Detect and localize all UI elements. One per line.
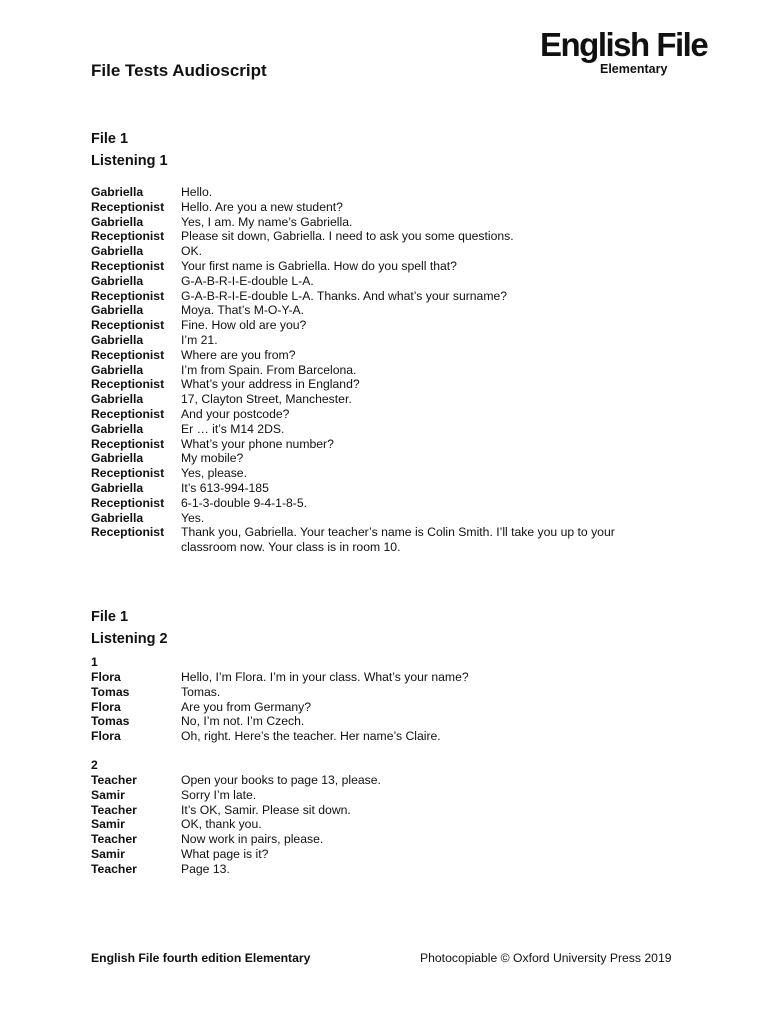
- dialogue-line: [91, 817, 691, 832]
- speaker-name: Flora: [91, 729, 121, 744]
- spoken-text: What’s your address in England?: [181, 377, 360, 392]
- spoken-text: G-A-B-R-I-E-double L-A.: [181, 273, 314, 288]
- spoken-text: 6-1-3-double 9-4-1-8-5.: [181, 495, 308, 510]
- dialogue-line: [91, 773, 691, 788]
- dialogue-line: [91, 481, 691, 496]
- page-title: File Tests Audioscript: [91, 61, 267, 80]
- spoken-text: OK.: [181, 244, 202, 259]
- spoken-text: Open your books to page 13, please.: [181, 772, 381, 787]
- speaker-name: Samir: [91, 787, 125, 802]
- dialogue-line: [91, 847, 691, 862]
- speaker-name: Gabriella: [91, 362, 144, 377]
- dialogue-line: [91, 377, 691, 392]
- speaker-name: Receptionist: [91, 495, 165, 510]
- spoken-text: What’s your phone number?: [181, 436, 334, 451]
- dialogue-line: [91, 229, 691, 244]
- spoken-text: Hello. Are you a new student?: [181, 199, 343, 214]
- dialogue-line: [91, 714, 691, 729]
- spoken-text: It’s 613-994-185: [181, 480, 269, 495]
- speaker-name: Gabriella: [91, 273, 144, 288]
- part-2: [91, 758, 691, 877]
- spoken-text: 17, Clayton Street, Manchester.: [181, 392, 352, 407]
- dialogue-line: [91, 496, 691, 511]
- dialogue-line: [91, 700, 691, 715]
- dialogue-line: [91, 788, 691, 803]
- dialogue-line: [91, 348, 691, 363]
- dialogue-line: [91, 289, 691, 304]
- speaker-name: Receptionist: [91, 258, 165, 273]
- dialogue-line: [91, 185, 691, 200]
- speaker-name: Tomas: [91, 714, 130, 729]
- spoken-text: Thank you, Gabriella. Your teacher’s name is Colin Smith. I’ll take you up to your classroom now. Your class is in room 10.: [181, 525, 615, 555]
- dialogue-line: [91, 244, 691, 259]
- spoken-text: G-A-B-R-I-E-double L-A. Thanks. And what’s your surname?: [181, 288, 508, 303]
- section-file-heading: File 1: [91, 609, 129, 625]
- dialogue-line: [91, 862, 691, 877]
- speaker-name: Flora: [91, 699, 121, 714]
- dialogue-line: [91, 363, 691, 378]
- spoken-text: My mobile?: [181, 451, 244, 466]
- part-number: 2: [91, 757, 98, 772]
- speaker-name: Gabriella: [91, 332, 144, 347]
- dialogue-line: [91, 451, 691, 466]
- dialogue-line: [91, 392, 691, 407]
- speaker-name: Gabriella: [91, 392, 144, 407]
- spoken-text: What page is it?: [181, 846, 269, 861]
- speaker-name: Teacher: [91, 832, 137, 847]
- speaker-name: Tomas: [91, 684, 130, 699]
- dialogue-line: [91, 259, 691, 274]
- brand-logo: [540, 28, 710, 76]
- dialogue-listening-1: [91, 185, 691, 555]
- spoken-text: No, I’m not. I’m Czech.: [181, 714, 305, 729]
- dialogue-line: [91, 437, 691, 452]
- speaker-name: Teacher: [91, 861, 137, 876]
- speaker-name: Receptionist: [91, 318, 165, 333]
- speaker-name: Gabriella: [91, 451, 144, 466]
- speaker-name: Receptionist: [91, 525, 165, 540]
- speaker-name: Teacher: [91, 802, 137, 817]
- footer-copyright: Photocopiable © Oxford University Press 2019: [420, 951, 672, 965]
- spoken-text: Please sit down, Gabriella. I need to ask you some questions.: [181, 229, 514, 244]
- dialogue-line: [91, 333, 691, 348]
- spoken-text: It’s OK, Samir. Please sit down.: [181, 802, 351, 817]
- section-listening-heading: Listening 1: [91, 153, 168, 169]
- spoken-text: Fine. How old are you?: [181, 318, 307, 333]
- dialogue-line: [91, 215, 691, 230]
- spoken-text: Are you from Germany?: [181, 699, 312, 714]
- speaker-name: Flora: [91, 670, 121, 684]
- section-file-heading: File 1: [91, 131, 129, 147]
- dialogue-line: [91, 422, 691, 437]
- spoken-text: I’m from Spain. From Barcelona.: [181, 362, 357, 377]
- speaker-name: Receptionist: [91, 288, 165, 303]
- part-1: [91, 655, 691, 744]
- section-listening-heading: Listening 2: [91, 631, 168, 647]
- dialogue-line: [91, 200, 691, 215]
- dialogue-part-2: [91, 773, 691, 877]
- spoken-text: Yes, please.: [181, 466, 247, 481]
- speaker-name: Gabriella: [91, 185, 144, 199]
- spoken-text: Tomas.: [181, 684, 221, 699]
- spoken-text: Yes.: [181, 510, 205, 525]
- spoken-text: Where are you from?: [181, 347, 296, 362]
- dialogue-line: [91, 466, 691, 481]
- dialogue-line: [91, 803, 691, 818]
- section-listening-2: [91, 606, 691, 877]
- logo-title: English File: [540, 26, 708, 63]
- logo-subtitle: Elementary: [600, 62, 668, 76]
- spoken-text: Moya. That’s M-O-Y-A.: [181, 303, 305, 318]
- speaker-name: Receptionist: [91, 347, 165, 362]
- speaker-name: Gabriella: [91, 244, 144, 259]
- speaker-name: Gabriella: [91, 510, 144, 525]
- dialogue-line: [91, 729, 691, 744]
- dialogue-line: [91, 832, 691, 847]
- speaker-name: Gabriella: [91, 303, 144, 318]
- spoken-text: Page 13.: [181, 861, 230, 876]
- spoken-text: Hello.: [181, 185, 213, 199]
- speaker-name: Receptionist: [91, 229, 165, 244]
- footer-edition: English File fourth edition Elementary: [91, 951, 311, 965]
- speaker-name: Receptionist: [91, 466, 165, 481]
- spoken-text: And your postcode?: [181, 406, 290, 421]
- speaker-name: Receptionist: [91, 377, 165, 392]
- speaker-name: Samir: [91, 817, 125, 832]
- dialogue-line: [91, 670, 691, 685]
- dialogue-part-1: [91, 670, 691, 744]
- speaker-name: Gabriella: [91, 214, 144, 229]
- speaker-name: Receptionist: [91, 436, 165, 451]
- dialogue-line: [91, 318, 691, 333]
- spoken-text: Er … it’s M14 2DS.: [181, 421, 285, 436]
- dialogue-line: [91, 303, 691, 318]
- speaker-name: Gabriella: [91, 421, 144, 436]
- speaker-name: Receptionist: [91, 406, 165, 421]
- speaker-name: Samir: [91, 846, 125, 861]
- spoken-text: Sorry I’m late.: [181, 787, 257, 802]
- dialogue-line: [91, 525, 691, 555]
- spoken-text: Hello, I’m Flora. I’m in your class. What’s your name?: [181, 670, 469, 684]
- spoken-text: I’m 21.: [181, 332, 218, 347]
- spoken-text: Yes, I am. My name’s Gabriella.: [181, 214, 353, 229]
- dialogue-line: [91, 511, 691, 526]
- section-listening-1: [91, 128, 691, 555]
- spoken-text: Now work in pairs, please.: [181, 832, 324, 847]
- spoken-text: Oh, right. Here’s the teacher. Her name’s Claire.: [181, 729, 441, 744]
- speaker-name: Teacher: [91, 772, 137, 787]
- dialogue-line: [91, 685, 691, 700]
- dialogue-line: [91, 407, 691, 422]
- spoken-text: Your first name is Gabriella. How do you spell that?: [181, 258, 457, 273]
- speaker-name: Receptionist: [91, 199, 165, 214]
- dialogue-line: [91, 274, 691, 289]
- part-number: 1: [91, 655, 98, 669]
- speaker-name: Gabriella: [91, 480, 144, 495]
- spoken-text: OK, thank you.: [181, 817, 262, 832]
